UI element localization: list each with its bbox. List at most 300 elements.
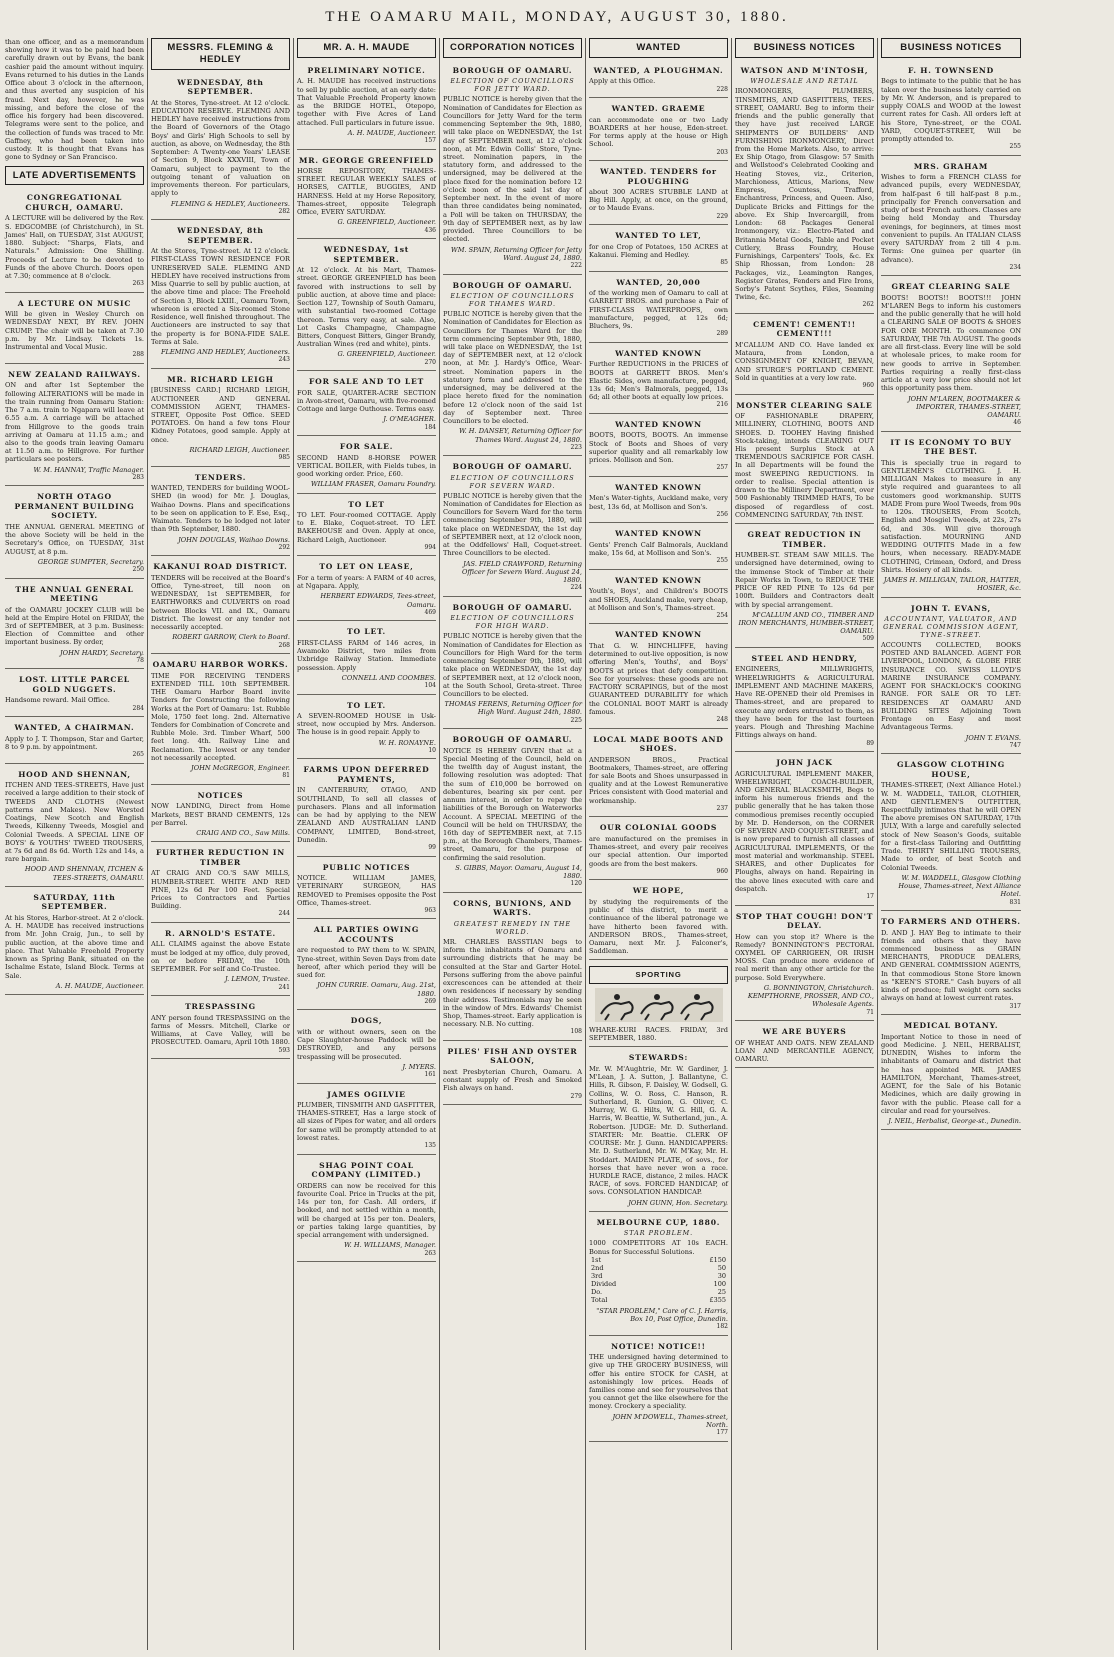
prize-place: Divided (591, 1280, 617, 1289)
ad-number: 224 (570, 584, 582, 592)
ad-title: STOP THAT COUGH! DON'T DELAY. (735, 911, 874, 931)
column-6 (732, 38, 878, 1650)
ad-body: AT CRAIG AND CO.'S SAW MILLS, HUMBER-STREET. WHITE AND RED PINE, 12s 6d Per 100 Feet. Special Prices to Contractors and Parties Building. (151, 869, 290, 911)
ad-title: TO FARMERS AND OTHERS. (881, 917, 1021, 927)
ad-body: IRONMONGERS, PLUMBERS, TINSMITHS, AND GASFITTERS, TEES-STREET, OAMARU. Beg to inform their friends and the public generally that they have just received LARGE SHIPMENTS OF BUILDERS' AND FURNISHING IRONMONGERY, Direct from the Home Markets. Also, to arrive: Ex Ship Otago, from Glasgow: 57 Smith and Wellstood's Celebrated Cooking and Heating Stoves, viz., Criterion, Marchioness, Atticus, Marions, New Empress, Countess, Trafford, Enchantress, Princess, and Queen. Also, Duplicate Bricks and Fittings for the above. Ex Ship Invercargill, from London: 68 Packages General Ironmongery, viz.: Electro-Plated and Britannia Metal Goods, Table and Pocket Cutlery, Brass Foundry, House Furnishings, Carpenters' Tools, &c. Ex Ship Rhossan, from London: 28 Packages, viz., Leamington Ranges, Register Grates, Fenders and Fire Irons, Sorby's Patent Scythes, Files, Seaming Twine, &c. (735, 87, 874, 302)
ad-title: WANTED KNOWN (615, 348, 702, 358)
ad-title: WE HOPE, (632, 886, 685, 896)
advertisement (881, 434, 1021, 598)
prize-amount: 100 (713, 1280, 726, 1289)
advertisement (297, 761, 436, 856)
prize-amount: 50 (717, 1263, 726, 1272)
ad-title: FARMS UPON DEFERRED PAYMENTS, (303, 765, 430, 784)
advertisement (443, 731, 582, 893)
advertisement (589, 227, 728, 271)
advertisement (589, 274, 728, 343)
ad-body: WHARE-KURI RACES. FRIDAY, 3rd SEPTEMBER, 1880. (589, 1025, 728, 1043)
ad-subtitle: ELECTION OF COUNCILLORS FOR THAMES WARD. (450, 292, 575, 309)
advertisement (5, 488, 144, 578)
ad-title: MR. RICHARD LEIGH (167, 374, 274, 384)
ad-number: 262 (862, 301, 874, 309)
ad-body: ANY person found TRESPASSING on the farms of Messrs. Mitchell, Clarke or Williams, at Cave Valley, will be PROSECUTED. Oamaru, April 10th 1880. (151, 1013, 291, 1047)
ad-title: WANTED. TENDERS for PLOUGHING (600, 167, 717, 186)
ad-title: SATURDAY, 11th SEPTEMBER. (33, 892, 116, 912)
advertisement (881, 62, 1021, 156)
ad-body: NOW LANDING, Direct from Home Markets, BEST BRAND CEMENTS, 12s per Barrel. (151, 802, 290, 827)
ad-title: TO LET. (347, 700, 386, 710)
ad-number: 963 (424, 906, 436, 914)
ad-number: 469 (424, 608, 436, 616)
advertisement (151, 998, 290, 1059)
ad-title: OUR COLONIAL GOODS (599, 823, 718, 833)
ad-body: At his Stores, Harbor-street. At 2 o'clock. A. H. MAUDE has received instructions from Mr. John Craig, Jun., to sell by public auction, at the above time and place. That Valuable Freehold Property known as Spring Bank, situated on the Ischalme Estate, Island Block. Terms at Sale. (5, 913, 144, 980)
column-header: MESSRS. FLEMING & HEDLEY (151, 38, 290, 70)
ad-title: THE ANNUAL GENERAL MEETING (15, 584, 134, 604)
advertisement (297, 241, 436, 371)
ad-title: A LECTURE ON MUSIC (17, 298, 132, 308)
ad-number: 270 (424, 358, 436, 366)
ad-list (735, 62, 874, 1068)
ad-body: MR. CHARLES BASSTIAN begs to inform the inhabitants of Oamaru and surrounding districts that he may be consulted at the Star and Garter Hotel. Persons suffering from the above painful excrescences can be attended at their own residences if necessary by sending their address. Testimonials may be seen in the window of Mrs. Edwards' Chemist Shop, Thames-street. Early application is necessary. N.B. No cutting. (443, 937, 582, 1029)
ad-body: How can you stop it? Where is the Remedy? BONNINGTON'S PECTORAL OXYMEL OF CARRIGEEN, OR IRISH MOSS. Can produce more evidence of real merit than any other article for the purpose. Sold Everywhere. (735, 932, 874, 982)
masthead: THE OAMARU MAIL, MONDAY, AUGUST 30, 1880. (325, 9, 789, 25)
advertisement (881, 756, 1021, 911)
ad-title: TO LET (348, 499, 385, 509)
ad-body: At the Stores, Tyne-street. At 12 o'clock. FIRST-CLASS TOWN RESIDENCE FOR UNRESERVED SALE. FLEMING AND HEDLEY have received instructions from Miss Quarrie to sell by public auction, at the above time and place: The Freehold of Section 3, Block LXIII., Oamaru Town, whereon is erected a Six-roomed Stone Residence, well finished throughout. The Auctioneers are instructed to say that the property is for BONA-FIDE SALE. Terms at Sale. (151, 247, 290, 346)
column-3 (294, 38, 440, 1650)
ad-title: WANTED. GRAEME (611, 104, 706, 114)
ad-title: DOGS, (350, 1016, 383, 1026)
ad-title: WANTED KNOWN (615, 419, 702, 429)
ad-number: 317 (1009, 1002, 1021, 1010)
ad-title: WEDNESDAY, 8th SEPTEMBER. (177, 226, 264, 245)
ad-body: M'CALLUM AND CO. Have landed ex Mataura, from London, a CONSIGNMENT OF KNIGHT, BEVAN, AND STURGE'S PORTLAND CEMENT. Sold in quantities at a very low rate. (735, 340, 874, 382)
ad-body: can accommodate one or two Lady BOARDERS at her house, Eden-street. For terms apply at the house or High School. (589, 115, 728, 149)
ad-list (297, 62, 436, 1262)
ad-signature: CONNELL AND COOMBES. (341, 673, 436, 682)
ad-body: At 12 o'clock. At his Mart, Thames-street. GEORGE GREENFIELD has been favored with instructions to sell by public auction, at above time and place: Section 127, Township of South Oamaru, with substantial two-roomed Cottage thereon. Terms very easy, at sale. Also, Lot Casks Champagne, Champagne Bitters, Conquest Bitters, Ginger Brandy, Australian Wines (red and white), pints. (297, 266, 436, 349)
ad-title: CEMENT! CEMENT!! CEMENT!!! (753, 319, 856, 339)
ad-signature: JOHN McGREGOR, Engineer. (191, 764, 290, 773)
ad-title: GREAT REDUCTION IN TIMBER. (747, 530, 862, 549)
advertisement (443, 1043, 582, 1105)
ad-title: BOROUGH OF OAMARU. (452, 462, 573, 472)
ad-signature: M'CALLUM AND CO., TIMBER AND IRON MERCHANTS, HUMBER-STREET, OAMARU. (738, 610, 874, 636)
advertisement (589, 525, 728, 569)
prize-amount: £355 (709, 1296, 726, 1305)
ad-body: OF FASHIONABLE DRAPERY, MILLINERY, CLOTHING, BOOTS AND SHOES. D. TOOHEY Having finished Stock-taking, intends CLEARING OUT His present Surplus Stock at A TREMENDOUS SACRIFICE FOR CASH. In all Departments will be found the most SWEEPING REDUCTIONS. In order to realise. Special attention is drawn to the Millinery Department, over 500 Fashionably TRIMMED HATS, To be disposed of regardless of cost. COMMENCING SATURDAY, 7th INST. (735, 412, 874, 519)
ad-body: PUBLIC NOTICE is hereby given that the Nomination of Candidates for Election as Councillors for High Ward for the term commencing September 9th, 1880, will take place on WEDNESDAY, the 1st day of SEPTEMBER next, at 12 o'clock noon, at the South School, Greta-street. Three Councillors to be elected. (443, 632, 582, 698)
column-header: BUSINESS NOTICES (881, 38, 1021, 58)
ad-body: ITCHEN AND TEES-STREETS, Have just received a large addition to their stock of TWEEDS AND CLOTHS (Newest patterns and Makes). New Worsted Coatings, New Scotch and English Tweeds, Kilkenny Tweeds, Mosgiel and Colonial Tweeds. A SPECIAL LINE OF BOYS' & YOUTHS' TWEED TROUSERS, at 7s 6d and 8s 6d. Worth 12s and 14s, a rare bargain. (5, 781, 144, 864)
ad-signature: JAS. FIELD CRAWFORD, Returning Officer for Severn Ward. August 24, 1880. (461, 559, 582, 585)
ad-title: PRELIMINARY NOTICE. (307, 65, 426, 75)
ad-signature: JAMES H. MILLIGAN, TAILOR, HATTER, HOSIER, &c. (883, 576, 1021, 593)
prize-row (589, 1264, 728, 1272)
ad-title: FURTHER REDUCTION IN TIMBER (155, 848, 285, 867)
ad-number: 17 (866, 893, 874, 901)
ad-signature: W. H. WILLIAMS, Manager. (344, 1241, 436, 1250)
column-header: LATE ADVERTISEMENTS (5, 166, 144, 186)
prize-row (589, 1272, 728, 1280)
ad-signature: HERBERT EDWARDS, Tees-street, Oamaru. (320, 592, 436, 609)
ad-signature: G. GREENFIELD, Auctioneer. (337, 350, 436, 359)
ad-body: A LECTURE will be delivered by the Rev. S. EDGCOMBE (of Christchurch), in St. James' Hall, on TUESDAY, 31st AUGUST, 1880. Subject: "Sharps, Flats, and Naturals." Admission: One Shilling. Proceeds of Lecture to be devoted to Funds of the above Church. Doors open at 7.30; commence at 8 o'clock. (5, 214, 144, 280)
advertisement (297, 859, 436, 920)
ad-body: ORDERS can now be received for this favourite Coal. Price in Trucks at the pit, 14s per ton, for Cash. All orders, if booked, and not settled within a month, will be charged at 15s per ton. Dealers, or parties taking large quantities, by special arrangement with undersigned. (297, 1181, 436, 1240)
ad-body: HORSE REPOSITORY, THAMES-STREET. REGULAR WEEKLY SALES of HORSES, CATTLE, BUGGIES, AND HARNESS. Held at my Horse Repository, Thames-street, opposite Telegraph Office, EVERY SATURDAY. (297, 166, 436, 217)
ad-title: SPORTING (589, 966, 728, 983)
ad-number: 161 (424, 1071, 436, 1078)
advertisement (735, 316, 874, 395)
column-header: CORPORATION NOTICES (443, 38, 582, 58)
advertisement (589, 1049, 728, 1211)
advertisement (443, 277, 582, 457)
column-header: MR. A. H. MAUDE (297, 38, 436, 58)
ad-body: ALL CLAIMS against the above Estate must be lodged at my office, duly proved, on or before FRIDAY, the 10th SEPTEMBER. For self and Co-Trustee. (151, 940, 290, 974)
ad-title: OAMARU HARBOR WORKS. (152, 660, 289, 670)
ad-number: 831 (1009, 898, 1021, 906)
ad-body: This is specially true in regard to GENTLEMEN'S CLOTHING. J. H. MILLIGAN Makes to measure in any style required and guarantees to all customers good workmanship. SUITS MADE From pure Wool Tweeds, from 90s to 120s. TROUSERS, From Scotch, English and Mosgiel Tweeds, at 22s, 27s 6d, and 30s. Will give thorough satisfaction. MOURNING AND WEDDING OUTFITS Made in a few hours, when necessary. READY-MADE CLOTHING, Crimean, Oxford, and Dress Shirts. Hosiery of all kinds. (881, 458, 1021, 574)
ad-number: 283 (132, 473, 144, 481)
lead-article: than one officer, and as a memorandum showing how it was to be paid had been carefully drawn out by Evans, the bank cashier paid the amount without inquiry. Evans returned to his duties in the Lands Office about 3 o'clock in the afternoon, and thus averted any suspicion of his fraud. Next day, however, he was missing, and before the close of the office his forgery had been discovered. Telegrams were sent to the police, and the collection of funds was traced to Mr. Gaffney, who had been taken into custody. It is thought that Evans has gone to Sydney or San Francisco. (5, 38, 144, 162)
ad-body: SECOND HAND 8-HORSE POWER VERTICAL BOILER, with Fields tubes, in good working order. Price, £60. (297, 453, 436, 479)
ad-body: HUMBER-ST. STEAM SAW MILLS. The undersigned have determined, owing to the immense Stock of Timber at their Repair Works in Town, to REDUCE THE PRICE OF RED PINE To 12s 6d per 100ft. Builders and Contractors dealt with by special arrangement. (735, 551, 874, 609)
advertisement (5, 889, 144, 995)
advertisement (297, 623, 436, 694)
ad-number: 228 (716, 85, 728, 93)
ad-body: ANDERSON BROS., Practical Bootmakers, Thames-street, are offering for sale Boots and Shoes unsurpassed in quality and at the Lowest Remunerative Prices consistent with Good material and workmanship. (589, 755, 728, 805)
ad-title: LOCAL MADE BOOTS AND SHOES. (593, 734, 724, 754)
ad-title: FOR SALE. (339, 442, 394, 452)
ad-title: WANTED TO LET, (615, 231, 702, 241)
ad-body: A SEVEN-ROOMED HOUSE in Usk-street, now occupied by Mrs. Anderson. The house is in good repair. Apply to (297, 712, 436, 737)
ad-title: KAKANUI ROAD DISTRICT. (153, 562, 288, 572)
advertisement (589, 1214, 728, 1336)
advertisement (151, 925, 290, 996)
prize-place: 3rd (591, 1272, 603, 1281)
ad-number: 284 (132, 704, 144, 712)
ad-title: WE ARE BUYERS (762, 1027, 847, 1037)
ad-title: R. ARNOLD'S ESTATE. (165, 928, 276, 938)
ad-title: WANTED, 20,000 (616, 277, 701, 287)
column-1 (2, 38, 148, 1650)
advertisement (735, 1023, 874, 1068)
advertisement (881, 158, 1021, 277)
prize-row (589, 1296, 728, 1304)
ad-number: 81 (282, 772, 290, 780)
ad-body: of the working men of Oamaru to call at GARRETT BROS. and purchase a Pair of FIRST-CLASS WATERPROOFS, own manufacture, pegged, at 12s 6d; Bluchers, 9s. (589, 289, 728, 331)
advertisement (735, 526, 874, 648)
ad-title: BOROUGH OF OAMARU. (452, 602, 573, 612)
ad-subtitle: GREATEST REMEDY IN THE WORLD. (453, 919, 572, 936)
ad-number: 71 (866, 1008, 874, 1016)
advertisement (589, 345, 728, 414)
ad-body: IN CANTERBURY, OTAGO, AND SOUTHLAND, To sell all classes of purchasers. Plans and all information can be had by applying to the NEW ZEALAND AND AUSTRALIAN LAND COMPANY, LIMITED, Bond-street, Dunedin. (297, 786, 436, 844)
ad-number: 960 (716, 867, 728, 875)
ad-number: 229 (716, 212, 728, 220)
ad-signature: W. H. DANSEY, Returning Officer for Thames Ward. August 24, 1880. (458, 427, 582, 444)
ad-list (151, 74, 290, 1059)
ad-title: WATSON AND M'INTOSH, (740, 65, 869, 75)
advertisement (297, 373, 436, 436)
ad-list (589, 62, 728, 1442)
ad-number: 282 (278, 207, 290, 215)
ad-number: 85 (720, 259, 728, 267)
ad-body: Gents' French Calf Balmorals, Auckland make, 15s 6d, at Mollison and Son's. (589, 540, 728, 558)
ad-body: THE undersigned having determined to give up THE GROCERY BUSINESS, will offer his entire STOCK for CASH, at astonishingly low prices. Heads of families come and see for yourselves that you cannot get the like elsewhere for the money. Crockery a speciality. (589, 1353, 728, 1411)
ad-title: TO LET. (347, 627, 386, 637)
ad-title: BOROUGH OF OAMARU. (452, 280, 573, 290)
ad-title: GREAT CLEARING SALE (891, 282, 1011, 292)
ad-number: 255 (1009, 143, 1021, 151)
prize-place: Total (591, 1296, 608, 1305)
ad-signature: JOHN GUNN, Hon. Secretary. (628, 1198, 728, 1207)
ad-title: ALL PARTIES OWING ACCOUNTS (313, 925, 420, 944)
ad-body: WANTED, TENDERS for building WOOL-SHED (in wood) for Mr. J. Douglas, Waihao Downs. Plans and specifications to be seen on application to F. Ese, Esq., Waimate. Tenders to be lodged not later than 9th September, 1880. (151, 484, 290, 534)
ad-number: 269 (424, 997, 436, 1005)
ad-number: 177 (716, 1429, 728, 1437)
ad-title: STEEL AND HENDRY, (751, 653, 858, 663)
ad-body: D. AND J. HAY Beg to intimate to their friends and others that they have commenced business as GRAIN MERCHANTS, PRODUCE DEALERS, AND GENERAL COMMISSION AGENTS, In that commodious Stone Store known as "KEEN'S STORE." Cash buyers of all kinds of produce; full weight corn sacks always on hand at lowest current rates. (881, 928, 1021, 1003)
ad-title: SHAG POINT COAL COMPANY (LIMITED.) (311, 1160, 422, 1180)
ad-title: F. H. TOWNSEND (907, 65, 995, 75)
ad-number: 244 (278, 910, 290, 918)
ad-number: 593 (278, 1046, 290, 1054)
ad-signature: G. GREENFIELD, Auctioneer. (337, 218, 436, 227)
ad-body: OF WHEAT AND OATS. NEW ZEALAND LOAN AND MERCANTILE AGENCY, OAMARU. (735, 1038, 874, 1064)
ad-title: IT IS ECONOMY TO BUY THE BEST. (890, 437, 1012, 457)
ad-body: Further REDUCTIONS in the PRICES of BOOTS at GARRETT BROS. Men's Elastic Sides, own manufacture, pegged, 13s 6d; Men's Balmorals, pegged, 13s 6d; all other boots at equally low prices. (589, 360, 728, 402)
ad-subtitle: STAR PROBLEM. (623, 1229, 694, 1238)
column-5 (586, 38, 732, 1650)
ad-signature: JOHN DOUGLAS, Waihao Downs. (178, 535, 290, 544)
advertisement (443, 895, 582, 1041)
ad-signature: HOOD AND SHENNAN, ITCHEN & TEES-STREETS, OAMARU. (24, 865, 144, 882)
ad-body: [BUSINESS CARD.] RICHARD LEIGH, AUCTIONEER AND GENERAL COMMISSION AGENT, THAMES-STREET, Opposite Post Office. SEED POTATOES. On hand a few tons Flour Kidney Potatoes, good sample. Apply at once. (151, 386, 290, 444)
advertisement (881, 913, 1021, 1015)
ad-title: WANTED, A CHAIRMAN. (14, 723, 135, 733)
ad-signature: G. BONNINGTON, Christchurch. KEMPTHORNE, PROSSER, AND CO., Wholesale Agents. (747, 983, 874, 1009)
ad-number: 263 (424, 1249, 436, 1257)
ad-body: TO LET. Four-roomed COTTAGE. Apply to E. Blake, Coquet-street. TO LET. BAKEHOUSE and Oven. Apply at once, Richard Leigh, Auctioneer. (297, 511, 436, 544)
advertisement (297, 558, 436, 621)
ad-number: 263 (132, 280, 144, 288)
ad-signature: GEORGE SUMPTER, Secretary. (37, 557, 144, 566)
ad-number: 222 (570, 262, 582, 270)
ad-number: 108 (570, 1028, 582, 1036)
ad-body: PLUMBER, TINSMITH AND GASFITTER, THAMES-STREET, Has a large stock of all sizes of Pipes for water, and all orders for same will be promptly attended to at lowest rates. (297, 1100, 436, 1142)
advertisement (297, 1086, 436, 1155)
advertisement (151, 787, 290, 842)
ad-subtitle: ELECTION OF COUNCILLORS FOR HIGH WARD. (450, 614, 575, 631)
advertisement (5, 671, 144, 717)
ad-number: 960 (862, 382, 874, 390)
advertisement (151, 656, 290, 785)
ad-subtitle: ELECTION OF COUNCILLORS FOR JETTY WARD. (450, 77, 575, 94)
advertisement (5, 189, 144, 292)
ad-body: Apply to J. T. Thompson, Star and Garter, 8 to 9 p.m. by appointment. (5, 734, 144, 751)
ad-body: Wishes to form a FRENCH CLASS for advanced pupils, every WEDNESDAY, from half-past 6 till half-past 8 p.m., principally for French conversation and study of best French authors. Classes are being held Monday and Thursday evenings, for beginners, at times most convenient to pupils. An ITALIAN CLASS every SATURDAY from 2 till 4 p.m. Terms: One guinea per quarter (in advance). (881, 173, 1021, 264)
ad-title: PUBLIC NOTICES (322, 862, 411, 872)
ad-body: PUBLIC NOTICE is hereby given that the Nomination of Candidates for Election as Councillors for Severn Ward for the term commencing September 9th, 1880, will take place on WEDNESDAY, the 1st day of SEPTEMBER next, at 12 o'clock noon, at the Oddfellows' Hall, Coquet-street. Three Councillors to be elected. (443, 491, 582, 558)
ad-body: NOTICE. WILLIAM JAMES, VETERINARY SURGEON, HAS REMOVED to Premises opposite the Post Office, Thames-street. (297, 874, 436, 907)
ad-title: WANTED KNOWN (615, 529, 702, 539)
ad-body: That G. W. HINCHLIFFE, having determined to out-live opposition, is now offering Men's, Youths', and Boys' BOOTS at prices that defy competition. See for yourselves: these goods are not FACTORY SCRAPINGS, but of the most GUARANTEED DURABILITY for which the COLONIAL BOOT MART is already famous. (589, 641, 728, 716)
ad-number: 509 (862, 635, 874, 643)
ad-signature: W. H. RONAYNE. (378, 738, 436, 747)
ad-title: WANTED KNOWN (615, 482, 702, 492)
advertisement (297, 152, 436, 240)
advertisement (297, 921, 436, 1010)
ad-signature: S. GIBBS, Mayor. Oamaru, August 14, 1880. (455, 863, 582, 881)
ad-body: Apply at this Office. (589, 77, 656, 86)
ad-number: 257 (716, 464, 728, 472)
ad-title: WANTED KNOWN (615, 630, 702, 640)
prize-amount: £150 (709, 1255, 726, 1264)
ad-number: 254 (716, 611, 728, 619)
advertisement (589, 479, 728, 523)
ad-body: Handsome reward. Mail Office. (5, 696, 110, 705)
columns (2, 38, 1112, 1650)
prize-table (589, 1256, 728, 1305)
ad-number: 78 (136, 656, 144, 664)
ad-title: CONGREGATIONAL CHURCH, OAMARU. (25, 193, 124, 212)
ad-number: 250 (132, 566, 144, 574)
ad-signature: JOHN T. EVANS. (965, 733, 1021, 742)
advertisement (735, 397, 874, 525)
ad-title: NOTICE! NOTICE!! (611, 1341, 706, 1351)
ad-body: For a term of years: A FARM of 40 acres, at Ngapara. Apply, (297, 573, 436, 591)
advertisement (589, 819, 728, 880)
ad-body: Begs to intimate to the public that he has taken over the business lately carried on by Mr. W. Anderson, and is prepared to supply COALS and WOOD at the lowest current rates for Cash. All orders left at his Store, Tyne-street, or the COAL YARD, COQUET-STREET, Will be promptly attended to. (881, 77, 1021, 143)
advertisement (443, 458, 582, 597)
ad-number: 268 (278, 641, 290, 649)
ad-title: HOOD AND SHENNAN, (18, 769, 131, 779)
ad-number: 120 (570, 880, 582, 888)
ad-body: BOOTS! BOOTS!! BOOTS!!! JOHN M'LAREN Begs to inform his customers and the public generally that he will hold a CLEARING SALE OF BOOTS & SHOES FOR ONE MONTH. To commence ON SATURDAY, THE 7th AUGUST. The goods are all first-class. Every line will be sold at wholesale prices, to make room for new goods to arrive in September. Parties requiring a really first-class article at a very low price should not let this opportunity pass them. (881, 293, 1021, 393)
ad-body: ACCOUNTS COLLECTED, BOOKS POSTED AND BALANCED. AGENT FOR LIVERPOOL, LONDON, & GLOBE FIRE INSURANCE CO. SWISS LLOYD'S MARINE INSURANCE COMPANY. AGENT FOR SHACKLOCK'S COOKING RANGE. FOR SALE OR TO LET: RESIDENCES AT OAMARU AND BUILDING SITES Adjoining Town Frontage on Easy and most Advantageous Terms. (881, 641, 1021, 732)
ad-title: MONSTER CLEARING SALE (736, 400, 873, 410)
advertisement (589, 416, 728, 477)
ad-title: GLASGOW CLOTHING HOUSE, (896, 760, 1006, 779)
ad-signature: J. LEMON, Trustee. (225, 975, 290, 984)
advertisement (151, 844, 290, 923)
ad-list (881, 62, 1021, 1130)
ad-title: CORNS, BUNIONS, AND WARTS. (453, 898, 572, 918)
ad-body: At the Stores, Tyne-street. At 12 o'clock. EDUCATION RESERVE. FLEMING AND HEDLEY have received instructions from the Board of Governors of the Otago Boys' and Girls' High Schools to sell by auction, as above, on Wednesday, the 8th September: A Twenty-one Years' LEASE of Section 9, Block XXXVIII, Town of Oamaru, subject to payment to the outgoing tenant of valuation on improvements thereon. For particulars, apply to (151, 98, 290, 198)
ad-signature: JOHN M'DOWELL, Thames-street, North. (612, 1412, 728, 1429)
ad-number: 747 (1009, 741, 1021, 749)
ad-number: 985 (278, 454, 290, 462)
advertisement (589, 962, 728, 1047)
ad-title: MRS. GRAHAM (913, 161, 989, 171)
ad-number: 223 (570, 443, 582, 451)
advertisement (151, 469, 290, 557)
ad-body: TIME FOR RECEIVING TENDERS EXTENDED TILL 10th SEPTEMBER. THE Oamaru Harbor Board invite Tenders for Constructing the following Works at the Port of Oamaru: 1st. Rubble Mole, 1750 feet long. 2nd. Alternative Tenders for Combination of Concrete and Rubble Mole. 3rd. Timber Wharf, 500 feet long. 4th. Railway Line and Reclamation. The lowest or any tender not necessarily accepted. (151, 671, 290, 762)
ad-body: with or without owners, seen on the Cape Slaughter-house Paddock will be DESTROYED, and any persons trespassing will be prosecuted. (297, 1027, 436, 1061)
advertisement (881, 278, 1021, 432)
ad-title: NOTICES (197, 790, 244, 800)
ad-title: WANTED KNOWN (615, 575, 702, 585)
ad-body: THAMES-STREET, (Next Alliance Hotel.) W. M. WADDELL, TAILOR, CLOTHIER, AND GENTLEMEN'S OUTFITTER, Respectfully intimates that he will OPEN The above premises ON SATURDAY, 17th JULY, With a large and carefully selected stock of New Season's Goods, suitable for a first-class Tailoring and Outfitting Trade. THIRTY SHILLING TROUSERS, Made to order, of best Scotch and Colonial Tweeds. (881, 781, 1021, 872)
ad-signature: THOMAS FERENS, Returning Officer for High Ward. August 24th, 1880. (444, 700, 582, 717)
ad-number: 279 (570, 1092, 582, 1100)
ad-title: JAMES OGILVIE (327, 1089, 406, 1099)
ad-number: 292 (278, 543, 290, 551)
ad-subtitle: WHOLESALE AND RETAIL (750, 77, 859, 86)
prize-row (589, 1256, 728, 1264)
ad-number: 99 (428, 844, 436, 852)
ad-body: TENDERS will be received at the Board's Office, Tyne-street, till noon on WEDNESDAY, 1st SEPTEMBER, for EARTHWORKS and CULVERTS on road between Blocks VII. and IX., Oamaru District. The lowest or any tender not necessarily accepted. (151, 573, 290, 632)
ad-body: by studying the requirements of the public of this district, to merit a continuance of the liberal patronage we have hitherto been favored with. ANDERSON BROS., Thames-street, Oamaru, next Mr. J. Falconer's, Saddleman. (589, 897, 728, 956)
advertisement (297, 1012, 436, 1083)
advertisement (589, 1338, 728, 1442)
ad-body: are requested to PAY them to W. SPAIN, Tyne-street, within Seven Days from date hereof, after which period they will be sued for. (297, 946, 436, 980)
ad-number: 248 (716, 716, 728, 724)
ad-title: NEW ZEALAND RAILWAYS. (8, 369, 141, 379)
ad-signature: JOHN CURRIE. Oamaru, Aug. 21st, 1880. (317, 981, 436, 998)
advertisement (881, 600, 1021, 755)
advertisement (589, 100, 728, 161)
prize-place: 1st (591, 1255, 602, 1264)
ad-title: PILES' FISH AND OYSTER SALOON, (447, 1046, 578, 1066)
prize-row (589, 1280, 728, 1288)
ad-body: AGRICULTURAL IMPLEMENT MAKER, WHEELWRIGHT, COACH-BUILDER, AND GENERAL BLACKSMITH, Begs to inform his numerous friends and the public generally that he has taken those commodious premises recently occupied by Mr. D. Henderson, on the CORNER OF SEVERN AND COQUET-STREET, and is now prepared to furnish all classes of AGRICULTURAL IMPLEMENTS, Of the most material and workmanship. STEEL SHARES, and other Duplicates for Ploughs, always on hand. Repairing in the above lines executed with care and despatch. (735, 769, 874, 893)
advertisement (5, 366, 144, 487)
ad-body: PUBLIC NOTICE is hereby given that the Nomination of Candidates for Election as Councillors for Thames Ward for the term commencing September 9th, 1880, will take place on WEDNESDAY, the 1st day of SEPTEMBER next, at 12 o'clock noon, at Mr. J. Hardy's Office, Wear-street. Nomination papers in the statutory form and addressed to the undersigned, may be delivered at the place hereto fixed for the nomination before 12 o'clock noon of the said 1st day of September next. Three Councillors to be elected. (443, 310, 582, 426)
advertisement (589, 882, 728, 960)
ad-number: 256 (716, 510, 728, 518)
advertisement (735, 908, 874, 1022)
prize-place: 2nd (591, 1263, 604, 1272)
ad-body: next Presbyterian Church, Oamaru. A constant supply of Fresh and Smoked Fish always on hand. (443, 1067, 582, 1093)
ad-number: 216 (716, 401, 728, 409)
prize-row (589, 1288, 728, 1296)
ad-body: PUBLIC NOTICE is hereby given that the Nomination of Candidates for Election as Councillors for Jetty Ward for the term commencing September the 9th, 1880, will take place on WEDNESDAY, the 1st day of SEPTEMBER next, at 12 o'clock noon, at Mr. Edwin Collis' Store, Tyne-street. Nomination papers, in the statutory form, and addressed to the undersigned, may be delivered at the place fixed for the nomination before 12 o'clock noon of the said 1st day of September next. In the event of more than three candidates being nominated, a Poll will be taken on THURSDAY, the 9th day of SEPTEMBER next, as by law provided. Three Councillors to be elected. (443, 95, 582, 244)
advertisement (735, 754, 874, 906)
ad-number: 89 (866, 739, 874, 747)
ad-title: MR. GEORGE GREENFIELD (299, 155, 434, 165)
advertisement (5, 766, 144, 887)
advertisement (443, 62, 582, 275)
advertisement (5, 719, 144, 763)
ad-title: JOHN T. EVANS, (911, 603, 991, 613)
ad-body: Mr. W. M'Aughtrie, Mr. W. Gardiner, J. M'Lean, J. A. Sutton, J. Ballantyne, C. Hills, R. Gibson, F. Daisley, W. Godsell, G. Collins, W. O. Ross, C. Hanson, R. Sutherland, R. Gunion, G. Oliver, C. Murray, W. G. Hilts, W. G. Hill, G. A. Harris, W. Beattie, W. Sutherland, jun., A. Robertson. JUDGE: Mr. D. Sutherland. STARTER: Mr. Beattie. CLERK OF COURSE: Mr. J. Gunn. HANDICAPPERS: Mr. D. Sutherland, Mr. W. M'Kay, Mr. H. Stoddart. MAIDEN PLATE, of sovs., for horses that have never won a race. HURDLE RACE, distance, 2 miles. HACK RACE, of sovs. FORCED HANDICAP, of sovs. CONSOLATION HANDICAP. (589, 1064, 728, 1197)
ad-number: 241 (278, 983, 290, 991)
ad-signature: J. MYERS. (402, 1062, 436, 1071)
ad-title: MELBOURNE CUP, 1880. (596, 1217, 721, 1227)
ad-signature: A. H. MAUDE, Auctioneer. (55, 981, 144, 990)
ad-signature: RICHARD LEIGH, Auctioneer. (189, 445, 290, 454)
ad-body: FIRST-CLASS FARM of 146 acres, in Awamoko District, two miles from Uxbridge Railway Station. Immediate possession. Apply (297, 638, 436, 672)
ad-number: 203 (716, 148, 728, 156)
advertisement (589, 731, 728, 818)
ad-signature: WILLIAM FRASER, Oamaru Foundry. (310, 480, 436, 489)
ad-body: THE ANNUAL GENERAL MEETING of the above Society will be held in the Secretary's Office, on TUESDAY, 31st AUGUST, at 8 p.m. (5, 522, 144, 556)
ad-number: 182 (716, 1323, 728, 1331)
ad-title: TO LET ON LEASE, (319, 562, 414, 572)
ad-number: 225 (570, 716, 582, 724)
advertisement (735, 62, 874, 314)
column-4 (440, 38, 586, 1650)
ad-list (5, 189, 144, 995)
advertisement (151, 371, 290, 467)
advertisement (443, 599, 582, 729)
ad-subtitle: ELECTION OF COUNCILLORS FOR SEVERN WARD. (450, 473, 575, 490)
ad-title: JOHN JACK (776, 758, 833, 768)
horse-racing-illustration (595, 988, 723, 1022)
